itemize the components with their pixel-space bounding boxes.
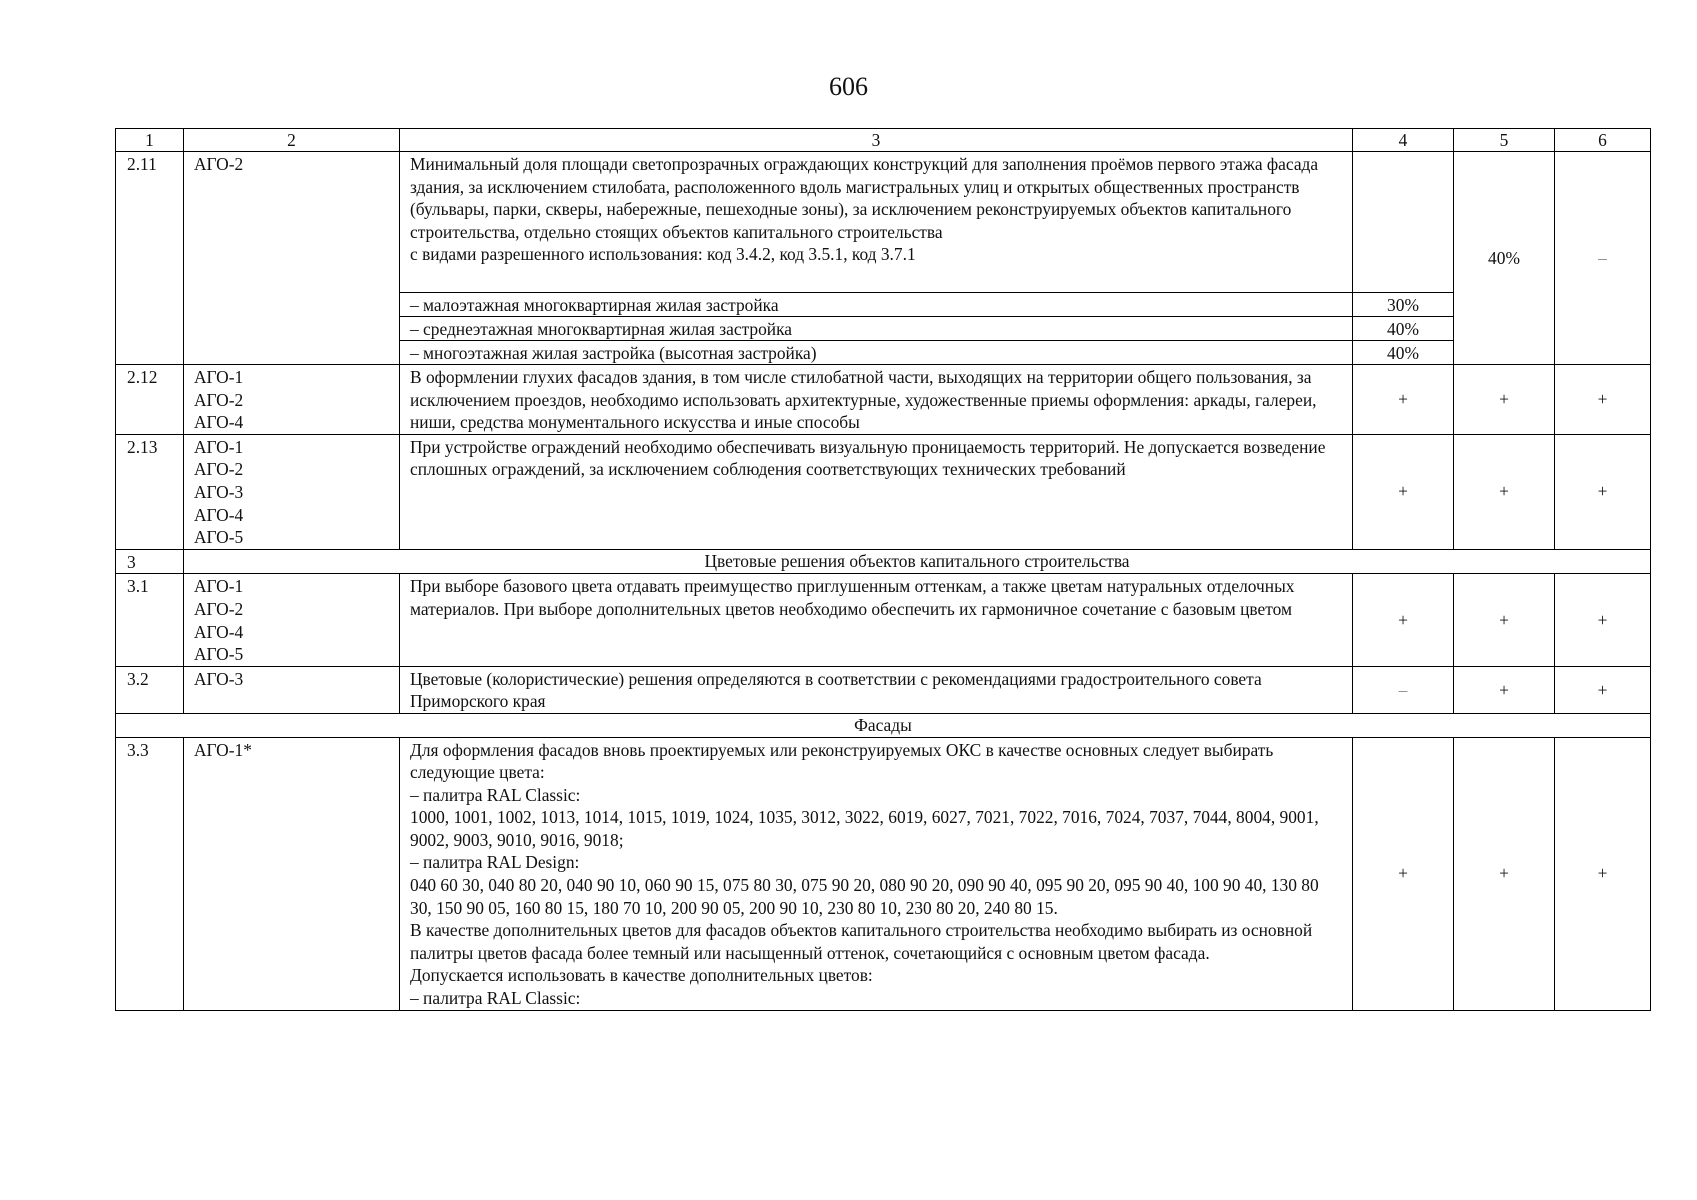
zone-codes: [184, 434, 400, 549]
text-line: Для оформления фасадов вновь проектируемых или реконструируемых ОКС в качестве основных следует выбирать следующие цвета:: [410, 739, 1274, 783]
col6-value: +: [1555, 365, 1651, 435]
table-row-2-11: [116, 152, 1651, 293]
row-number: 2.13: [116, 434, 184, 549]
requirement-text: При выборе базового цвета отдавать преимущество приглушенным оттенкам, а также цветам натуральных отделочных материалов. При выборе дополнительных цветов необходимо обеспечить их гармоничное сочетание с базовым цветом: [400, 574, 1353, 666]
header-row: [116, 129, 1651, 152]
subsection-row-facades: [116, 713, 1651, 737]
text-line: 040 60 30, 040 80 20, 040 90 10, 060 90 15, 075 80 30, 075 90 20, 080 90 20, 090 90 40, 095 90 20, 095 90 40, 100 90 40, 130 80 30, 150 90 05, 160 80 15, 180 70 10, 200 90 05, 200 90 10, 230 80 10, 230 80 20, 240 80 15.: [410, 875, 1319, 918]
col5-value: 40%: [1454, 152, 1555, 365]
row-number: 3.2: [116, 666, 184, 713]
col5-value: +: [1454, 737, 1555, 1010]
zone-code: АГО-2: [194, 389, 244, 410]
subrow-value: 40%: [1353, 317, 1454, 341]
header-col-4: 4: [1353, 129, 1454, 152]
requirement-text: [400, 152, 1353, 293]
header-col-6: 6: [1555, 129, 1651, 152]
zone-code: АГО-2: [194, 459, 244, 480]
col6-value: +: [1555, 434, 1651, 549]
col5-value: +: [1454, 365, 1555, 435]
zone-codes: [184, 574, 400, 666]
regulations-table: [115, 128, 1651, 1011]
zone-codes: [184, 666, 400, 713]
requirement-text: [400, 737, 1353, 1010]
table-row-2-12: [116, 365, 1651, 435]
zone-code: АГО-5: [194, 644, 244, 665]
col4-value: +: [1353, 574, 1454, 666]
row-number: 3.1: [116, 574, 184, 666]
text-line: 1000, 1001, 1002, 1013, 1014, 1015, 1019, 1024, 1035, 3012, 3022, 6019, 6027, 7021, 7022, 7016, 7024, 7037, 7044, 8004, 9001, 9002, 9003, 9010, 9016, 9018;: [410, 807, 1319, 850]
col6-value: –: [1555, 152, 1651, 365]
zone-code: АГО-4: [194, 621, 244, 642]
zone-code: АГО-4: [194, 504, 244, 525]
col4-empty: [1353, 152, 1454, 293]
subrow-label: – многоэтажная жилая застройка (высотная застройка): [400, 341, 1353, 365]
zone-code: АГО-1*: [194, 739, 252, 760]
requirement-uses-text: с видами разрешенного использования: код 3.4.2, код 3.5.1, код 3.7.1: [410, 244, 916, 265]
col4-value: +: [1353, 365, 1454, 435]
col4-value: –: [1353, 666, 1454, 713]
text-line: – палитра RAL Classic:: [410, 988, 581, 1009]
subrow-value: 30%: [1353, 293, 1454, 317]
zone-code: АГО-1: [194, 367, 244, 387]
col4-value: +: [1353, 737, 1454, 1010]
subrow-value: 40%: [1353, 341, 1454, 365]
row-number: 2.12: [116, 365, 184, 435]
col6-value: +: [1555, 737, 1651, 1010]
col5-value: +: [1454, 666, 1555, 713]
table-row-3-2: [116, 666, 1651, 713]
zone-codes: [184, 152, 400, 365]
header-col-1: 1: [116, 129, 184, 152]
table-row-2-13: [116, 434, 1651, 549]
section-title: Цветовые решения объектов капитального строительства: [184, 549, 1651, 574]
header-col-2: 2: [184, 129, 400, 152]
subsection-title: Фасады: [116, 713, 1651, 737]
zone-code: АГО-3: [194, 668, 244, 689]
col6-value: +: [1555, 666, 1651, 713]
zone-code: АГО-4: [194, 412, 244, 433]
zone-code: АГО-2: [194, 154, 244, 174]
zone-code: АГО-2: [194, 598, 244, 619]
zone-code: АГО-1: [194, 576, 244, 597]
text-line: В качестве дополнительных цветов для фасадов объектов капитального строительства необходимо выбирать из основной палитры цветов фасада более темный или насыщенный оттенок, сочетающийся с основным цветом фасада.: [410, 920, 1313, 963]
text-line: – палитра RAL Classic:: [410, 784, 581, 805]
zone-codes: [184, 365, 400, 435]
zone-code: АГО-5: [194, 527, 244, 548]
col4-value: +: [1353, 434, 1454, 549]
col6-value: +: [1555, 574, 1651, 666]
table-row-3-1: [116, 574, 1651, 666]
section-number: 3: [116, 549, 184, 574]
zone-code: АГО-1: [194, 436, 244, 457]
requirement-text: При устройстве ограждений необходимо обеспечивать визуальную проницаемость территорий. Не допускается возведение сплошных ограждений, за исключением соблюдения соответствующих технических требований: [400, 434, 1353, 549]
row-number: 2.11: [116, 152, 184, 365]
zone-code: АГО-3: [194, 481, 244, 502]
page-number: 606: [829, 72, 868, 101]
subrow-label: – малоэтажная многоквартирная жилая застройка: [400, 293, 1353, 317]
col5-value: +: [1454, 574, 1555, 666]
header-col-5: 5: [1454, 129, 1555, 152]
table-row-3-3: [116, 737, 1651, 1010]
requirement-main-text: Минимальный доля площади светопрозрачных ограждающих конструкций для заполнения проёмов первого этажа фасада здания, за исключением стилобата, расположенного вдоль магистральных улиц и открытых общественных пространств (бульвары, парки, скверы, набережные, пешеходные зоны), за исключением реконструируемых объектов капитального строительства, отдельно стоящих объектов капитального строительства: [410, 154, 1319, 242]
row-number: 3.3: [116, 737, 184, 1010]
requirement-text: В оформлении глухих фасадов здания, в том числе стилобатной части, выходящих на территории общего пользования, за исключением проездов, необходимо использовать архитектурные, художественные приемы оформления: аркады, галереи, ниши, средства монументального искусства и иные способы: [400, 365, 1353, 435]
zone-codes: [184, 737, 400, 1010]
text-line: Допускается использовать в качестве дополнительных цветов:: [410, 965, 873, 986]
header-col-3: 3: [400, 129, 1353, 152]
col5-value: +: [1454, 434, 1555, 549]
subrow-label: – среднеэтажная многоквартирная жилая застройка: [400, 317, 1353, 341]
section-row-3: [116, 549, 1651, 574]
requirement-text: Цветовые (колористические) решения определяются в соответствии с рекомендациями градостроительного совета Приморского края: [400, 666, 1353, 713]
text-line: – палитра RAL Design:: [410, 852, 580, 873]
